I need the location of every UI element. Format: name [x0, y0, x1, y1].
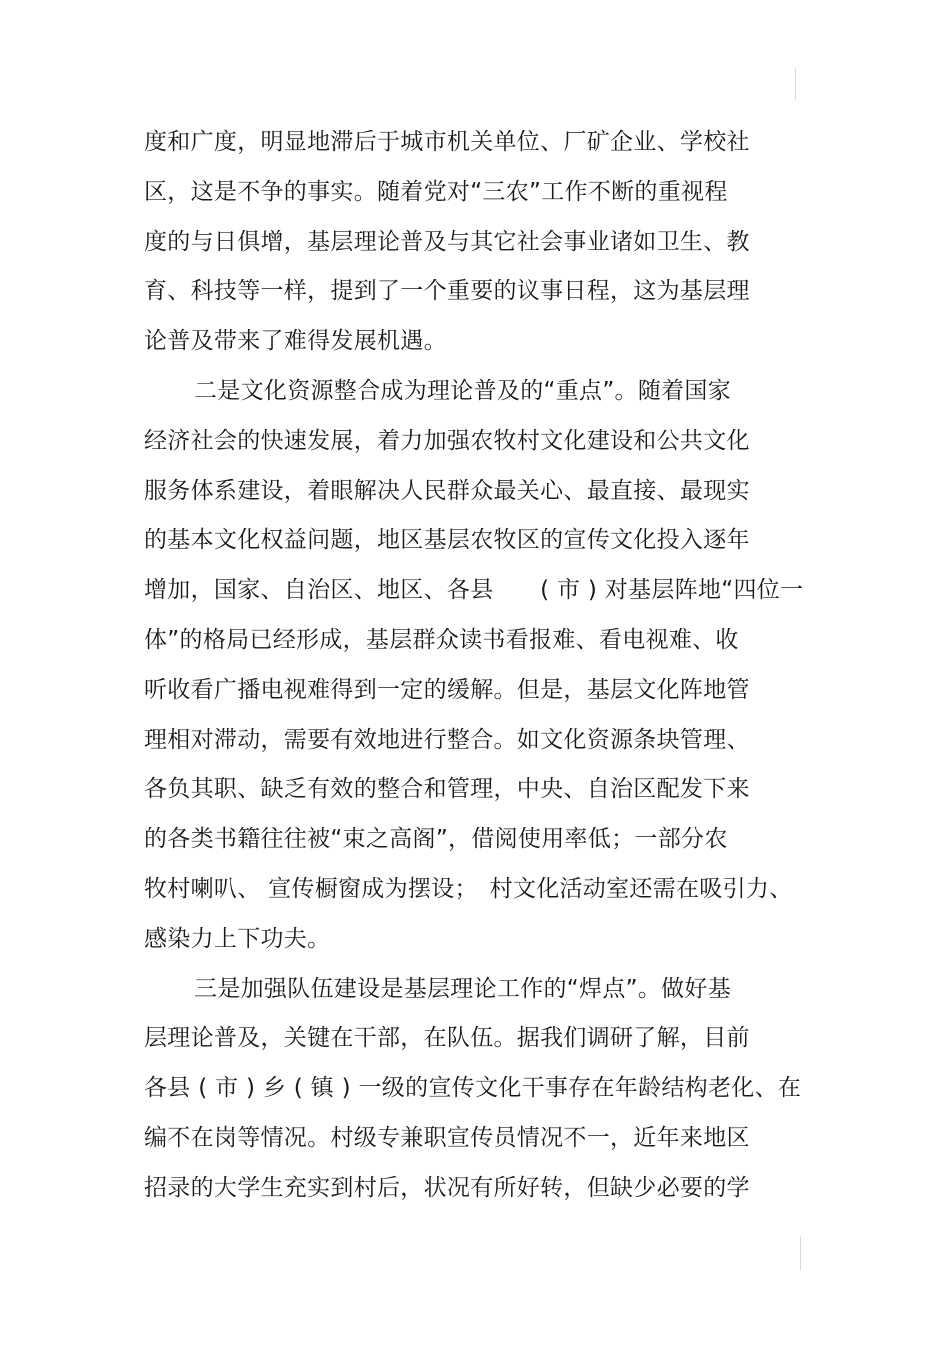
text-line: 感染力上下功夫。: [144, 925, 331, 952]
text-line: 的各类书籍往往被“束之高阁”，借阅使用率低；一部分农: [144, 826, 728, 853]
text-line: 理相对滞动，需要有效地进行整合。如文化资源条块管理、: [144, 726, 750, 753]
text-line: 各负其职、缺乏有效的整合和管理，中央、自治区配发下来: [144, 776, 750, 803]
text-line: 度的与日俱增，基层理论普及与其它社会事业诸如卫生、教: [144, 228, 750, 255]
text-line: 牧村喇叭、 宣传橱窗成为摆设； 村文化活动室还需在吸引力、: [144, 875, 793, 902]
text-line: 论普及带来了难得发展机遇。: [144, 328, 447, 355]
text-line: 区，这是不争的事实。随着党对“三农”工作不断的重视程: [144, 178, 728, 205]
body-text: [144, 122, 804, 1218]
text-line: 的基本文化权益问题，地区基层农牧区的宣传文化投入逐年: [144, 527, 750, 554]
text-line: 育、科技等一样，提到了一个重要的议事日程，这为基层理: [144, 278, 750, 305]
text-line: 增加，国家、自治区、地区、各县 ( 市 ) 对基层阵地“四位一: [144, 577, 804, 604]
text-line: 招录的大学生充实到村后，状况有所好转，但缺少必要的学: [144, 1174, 750, 1201]
page-corner-mark-top: [795, 68, 796, 100]
text-line: 二是文化资源整合成为理论普及的“重点”。随着国家: [194, 377, 732, 404]
text-line: 层理论普及，关键在干部，在队伍。据我们调研了解，目前: [144, 1025, 750, 1052]
text-line: 编不在岗等情况。村级专兼职宣传员情况不一，近年来地区: [144, 1124, 750, 1151]
text-line: 服务体系建设，着眼解决人民群众最关心、最直接、最现实: [144, 477, 750, 504]
text-line: 各县 ( 市 ) 乡 ( 镇 ) 一级的宣传文化干事存在年龄结构老化、在: [144, 1075, 802, 1102]
text-line: 度和广度，明显地滞后于城市机关单位、厂矿企业、学校社: [144, 129, 750, 155]
text-line: 体”的格局已经形成，基层群众读书看报难、看电视难、收: [144, 626, 739, 653]
page-corner-mark-bottom: [800, 1236, 801, 1270]
text-line: 三是加强队伍建设是基层理论工作的“焊点”。做好基: [194, 975, 732, 1002]
text-line: 经济社会的快速发展，着力加强农牧村文化建设和公共文化: [144, 427, 750, 454]
text-line: 听收看广播电视难得到一定的缓解。但是，基层文化阵地管: [144, 676, 750, 703]
